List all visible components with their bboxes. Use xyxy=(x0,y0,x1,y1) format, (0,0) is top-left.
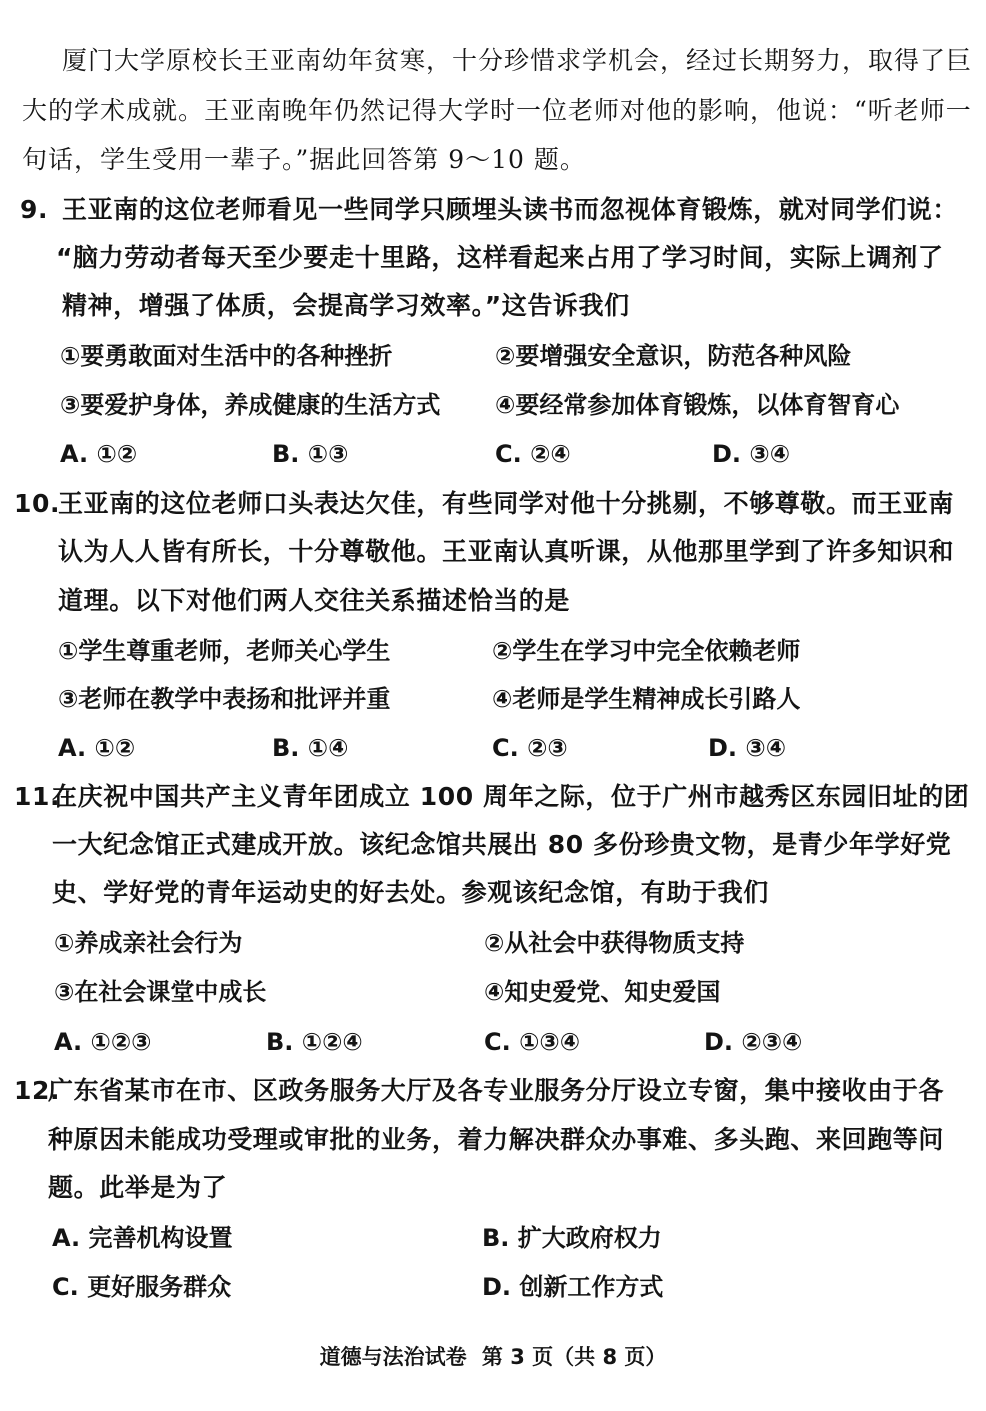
page-footer xyxy=(0,1341,986,1371)
question-10-statement-3: ③老师在教学中表扬和批评并重 xyxy=(58,685,391,713)
question-11-statement-4: ④知史爱党、知史爱国 xyxy=(484,978,721,1006)
question-9-statement-1: ①要勇敢面对生活中的各种挫折 xyxy=(60,342,393,370)
question-11-statement-2: ②从社会中获得物质支持 xyxy=(484,929,745,957)
question-12-choice-b[interactable]: B. 扩大政府权力 xyxy=(482,1224,662,1252)
question-11-choice-c[interactable]: C. ①③④ xyxy=(484,1028,581,1056)
question-9-statement-3: ③要爱护身体，养成健康的生活方式 xyxy=(60,391,441,419)
footer-subject: 道德与法治试卷 xyxy=(319,1345,467,1369)
question-11-choice-b[interactable]: B. ①②④ xyxy=(266,1028,363,1056)
question-11-statement-3: ③在社会课堂中成长 xyxy=(54,978,267,1006)
question-11-choice-d[interactable]: D. ②③④ xyxy=(704,1028,803,1056)
question-9-line-3: 精神，增强了体质，会提高学习效率。”这告诉我们 xyxy=(62,291,630,320)
question-9-choice-d[interactable]: D. ③④ xyxy=(712,440,791,468)
question-11-choice-a[interactable]: A. ①②③ xyxy=(54,1028,152,1056)
question-10-choice-a[interactable]: A. ①② xyxy=(58,734,136,762)
footer-page-number: 第 3 页（共 8 页） xyxy=(481,1345,667,1369)
question-12-number: 12. xyxy=(14,1076,61,1105)
question-10-line-1: 王亚南的这位老师口头表达欠佳，有些同学对他十分挑剔，不够尊敬。而王亚南 xyxy=(58,489,955,518)
question-10-number: 10. xyxy=(14,489,61,518)
question-9-line-2: “脑力劳动者每天至少要走十里路，这样看起来占用了学习时间，实际上调剂了 xyxy=(56,243,944,272)
intro-line-2: 大的学术成就。王亚南晚年仍然记得大学时一位老师对他的影响，他说：“听老师一 xyxy=(22,96,972,125)
question-9-choice-c[interactable]: C. ②④ xyxy=(495,440,571,468)
question-12-line-2: 种原因未能成功受理或审批的业务，着力解决群众办事难、多头跑、来回跑等问 xyxy=(48,1125,945,1154)
question-9-line-1: 王亚南的这位老师看见一些同学只顾埋头读书而忽视体育锻炼，就对同学们说： xyxy=(62,195,959,224)
question-12-choice-c[interactable]: C. 更好服务群众 xyxy=(52,1273,232,1301)
question-10-choice-c[interactable]: C. ②③ xyxy=(492,734,568,762)
question-10-line-2: 认为人人皆有所长，十分尊敬他。王亚南认真听课，从他那里学到了许多知识和 xyxy=(58,537,955,566)
question-12-line-1: 广东省某市在市、区政务服务大厅及各专业服务分厅设立专窗，集中接收由于各 xyxy=(48,1076,945,1105)
intro-line-1: 厦门大学原校长王亚南幼年贫寒，十分珍惜求学机会，经过长期努力，取得了巨 xyxy=(62,46,973,75)
question-9-choice-a[interactable]: A. ①② xyxy=(60,440,138,468)
question-10-statement-4: ④老师是学生精神成长引路人 xyxy=(492,685,801,713)
question-9-choice-b[interactable]: B. ①③ xyxy=(272,440,349,468)
question-10-statement-2: ②学生在学习中完全依赖老师 xyxy=(492,637,801,665)
question-10-choice-b[interactable]: B. ①④ xyxy=(272,734,349,762)
question-11-line-2: 一大纪念馆正式建成开放。该纪念馆共展出 80 多份珍贵文物，是青少年学好党 xyxy=(52,830,952,859)
question-10-choice-d[interactable]: D. ③④ xyxy=(708,734,787,762)
question-12-line-3: 题。此举是为了 xyxy=(48,1173,228,1202)
question-10-line-3: 道理。以下对他们两人交往关系描述恰当的是 xyxy=(58,586,571,615)
question-12-choice-d[interactable]: D. 创新工作方式 xyxy=(482,1273,664,1301)
question-10-statement-1: ①学生尊重老师，老师关心学生 xyxy=(58,637,391,665)
question-9-statement-4: ④要经常参加体育锻炼，以体育智育心 xyxy=(495,391,900,419)
question-11-line-3: 史、学好党的青年运动史的好去处。参观该纪念馆，有助于我们 xyxy=(52,878,769,907)
question-12-choice-a[interactable]: A. 完善机构设置 xyxy=(52,1224,233,1252)
question-11-line-1: 在庆祝中国共产主义青年团成立 100 周年之际，位于广州市越秀区东园旧址的团 xyxy=(52,782,970,811)
question-11-statement-1: ①养成亲社会行为 xyxy=(54,929,243,957)
question-9-number: 9. xyxy=(20,195,49,224)
question-11-number: 11. xyxy=(14,782,61,811)
intro-line-3: 句话，学生受用一辈子。”据此回答第 9～10 题。 xyxy=(22,145,586,174)
question-9-statement-2: ②要增强安全意识，防范各种风险 xyxy=(495,342,852,370)
